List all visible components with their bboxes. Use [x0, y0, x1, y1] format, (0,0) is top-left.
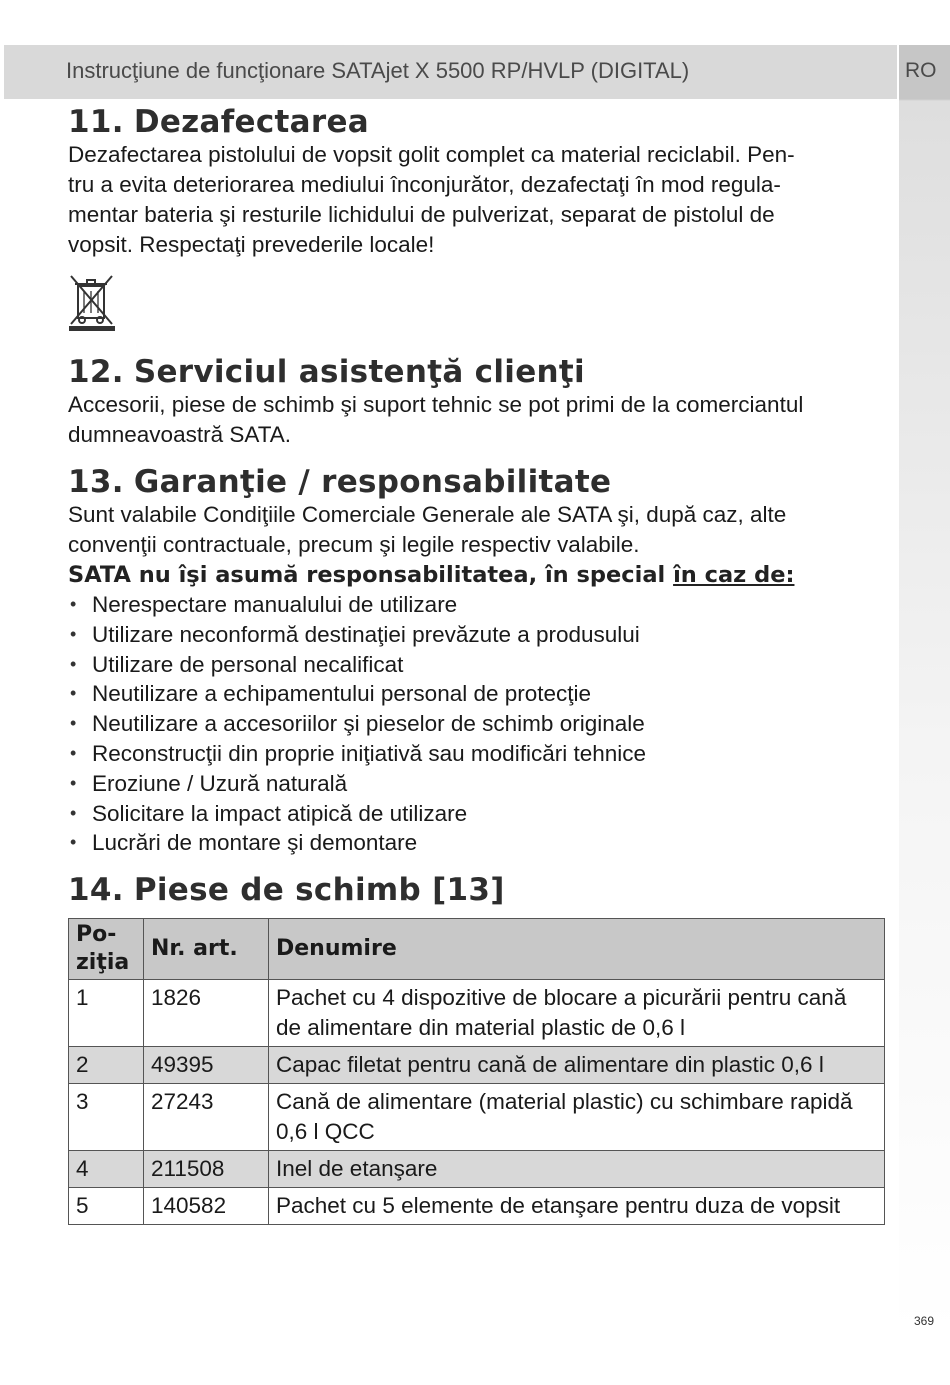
- cell-article: 140582: [144, 1188, 269, 1225]
- list-item: • Lucrări de montare şi demontare: [68, 828, 884, 858]
- section-heading: [68, 104, 884, 140]
- column-header-article: Nr. art.: [144, 919, 269, 980]
- section-heading: [68, 354, 884, 390]
- list-item: • Solicitare la impact atipică de utilizare: [68, 799, 884, 829]
- paragraph-line: Accesorii, piese de schimb şi suport tehnic se pot primi de la comerciantul: [68, 392, 804, 417]
- paragraph-line: tru a evita deteriorarea mediului înconjurător, dezafectaţi în mod regula-: [68, 172, 781, 197]
- section-customer-service: [68, 354, 884, 450]
- table-row: [69, 1151, 885, 1188]
- cell-position: 1: [69, 980, 144, 1047]
- section-disposal: [68, 104, 884, 332]
- language-tag: RO: [905, 59, 937, 82]
- paragraph-line: convenţii contractuale, precum şi legile respectiv valabile.: [68, 532, 640, 557]
- paragraph-line: mentar bateria şi resturile lichidului de pulverizat, separat de pistolul de: [68, 202, 775, 227]
- list-item: • Utilizare neconformă destinaţiei prevăzute a produsului: [68, 620, 884, 650]
- document-header-title: Instrucţiune de funcţionare SATAjet X 5500 RP/HVLP (DIGITAL): [66, 58, 690, 83]
- cell-position: 2: [69, 1047, 144, 1084]
- table-row: [69, 980, 885, 1047]
- list-item: • Reconstrucţii din proprie iniţiativă sau modificări tehnice: [68, 739, 884, 769]
- section-title: Serviciul asistenţă clienţi: [133, 354, 585, 390]
- liability-prefix: SATA nu îşi asumă responsabilitatea, în special: [68, 562, 666, 588]
- section-title: Piese de schimb [13]: [133, 872, 505, 909]
- paragraph-line: Dezafectarea pistolului de vopsit golit complet ca material reciclabil. Pen-: [68, 142, 795, 167]
- section-number: 13.: [68, 464, 124, 500]
- cell-name: Capac filetat pentru cană de alimentare din plastic 0,6 l: [269, 1047, 885, 1084]
- page-number: 369: [914, 1314, 935, 1328]
- cell-position: 3: [69, 1084, 144, 1151]
- cell-article: 1826: [144, 980, 269, 1047]
- cell-article: 49395: [144, 1047, 269, 1084]
- cell-name: Inel de etanşare: [269, 1151, 885, 1188]
- cell-article: 27243: [144, 1084, 269, 1151]
- header-text: ziţia: [76, 950, 130, 976]
- header-text: Po-: [76, 922, 117, 948]
- paragraph-line: dumneavoastră SATA.: [68, 422, 292, 447]
- table-header-row: [69, 919, 885, 980]
- table-row: [69, 1188, 885, 1225]
- list-item: • Neutilizare a accesoriilor şi pieselor de schimb originale: [68, 709, 884, 739]
- column-header-name: Denumire: [269, 919, 885, 980]
- side-strip: [899, 45, 950, 1335]
- table-row: [69, 1047, 885, 1084]
- cell-name: Cană de alimentare (material plastic) cu schimbare rapidă 0,6 l QCC: [269, 1084, 885, 1151]
- list-item: • Utilizare de personal necalificat: [68, 650, 884, 680]
- section-number: 14.: [68, 872, 124, 909]
- paragraph-line: Sunt valabile Condiţiile Comerciale Generale ale SATA şi, după caz, alte: [68, 502, 787, 527]
- cell-name: Pachet cu 5 elemente de etanşare pentru duza de vopsit: [269, 1188, 885, 1225]
- list-item: • Eroziune / Uzură naturală: [68, 769, 884, 799]
- column-header-position: [69, 919, 144, 980]
- section-warranty: [68, 464, 884, 858]
- section-number: 11.: [68, 104, 124, 140]
- weee-crossed-bin-icon: [68, 272, 116, 332]
- cell-position: 4: [69, 1151, 144, 1188]
- table-row: [69, 1084, 885, 1151]
- section-title: Garanţie / responsabilitate: [133, 464, 612, 500]
- list-item: • Nerespectare manualului de utilizare: [68, 590, 884, 620]
- cell-position: 5: [69, 1188, 144, 1225]
- section-spare-parts: [68, 872, 884, 1225]
- liability-heading: [68, 560, 884, 590]
- section-heading: [68, 464, 884, 500]
- cell-article: 211508: [144, 1151, 269, 1188]
- list-item: • Neutilizare a echipamentului personal de protecţie: [68, 679, 884, 709]
- liability-underlined: în caz de:: [673, 562, 795, 588]
- liability-list: [68, 590, 884, 858]
- page-content: [68, 104, 884, 1225]
- section-heading: [68, 872, 884, 908]
- section-title: Dezafectarea: [133, 104, 370, 140]
- paragraph-line: vopsit. Respectaţi prevederile locale!: [68, 232, 435, 257]
- spare-parts-table: [68, 918, 885, 1225]
- cell-name: Pachet cu 4 dispozitive de blocare a picurării pentru cană de alimentare din material plastic de 0,6 l: [269, 980, 885, 1047]
- section-number: 12.: [68, 354, 124, 390]
